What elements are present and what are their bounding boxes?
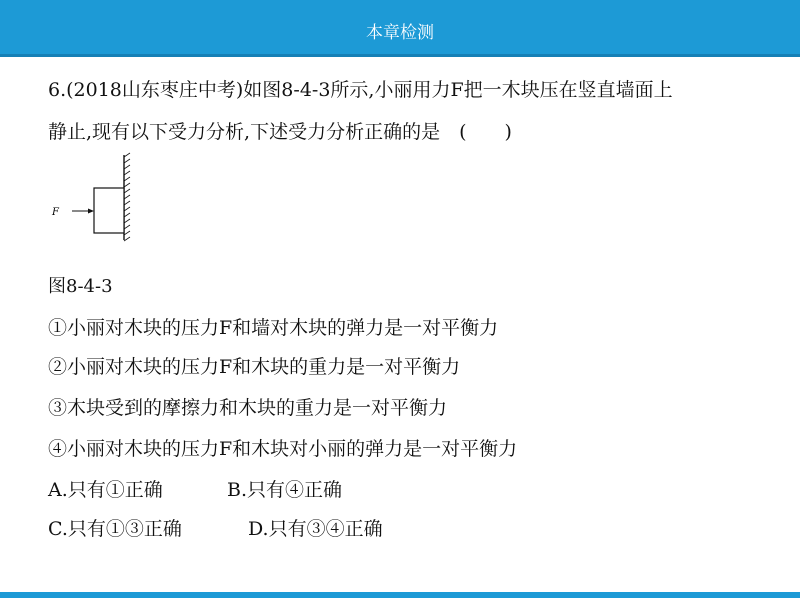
- question-line-2: 静止,现有以下受力分析,下述受力分析正确的是 ( ): [48, 121, 512, 143]
- header-bar: [0, 0, 800, 57]
- option-b[interactable]: B.只有④正确: [227, 479, 343, 501]
- option-a[interactable]: A.只有①正确: [48, 479, 163, 501]
- force-arrowhead: [88, 209, 94, 214]
- footer-line: [0, 592, 800, 598]
- wood-block: [94, 188, 124, 233]
- question-line-1: 6.(2018山东枣庄中考)如图8-4-3所示,小丽用力F把一木块压在竖直墙面上: [48, 79, 673, 101]
- figure-caption: 图8-4-3: [48, 276, 113, 297]
- force-label: F: [52, 207, 59, 218]
- statement-1: ①小丽对木块的压力F和墙对木块的弹力是一对平衡力: [48, 317, 499, 339]
- force-diagram: [48, 150, 148, 245]
- header-title: 本章检测: [366, 23, 434, 43]
- statement-4: ④小丽对木块的压力F和木块对小丽的弹力是一对平衡力: [48, 438, 518, 460]
- statement-3: ③木块受到的摩擦力和木块的重力是一对平衡力: [48, 397, 448, 419]
- wall-hatching: [124, 153, 130, 241]
- option-d[interactable]: D.只有③④正确: [248, 518, 383, 540]
- option-c[interactable]: C.只有①③正确: [48, 518, 182, 540]
- statement-2: ②小丽对木块的压力F和木块的重力是一对平衡力: [48, 356, 461, 378]
